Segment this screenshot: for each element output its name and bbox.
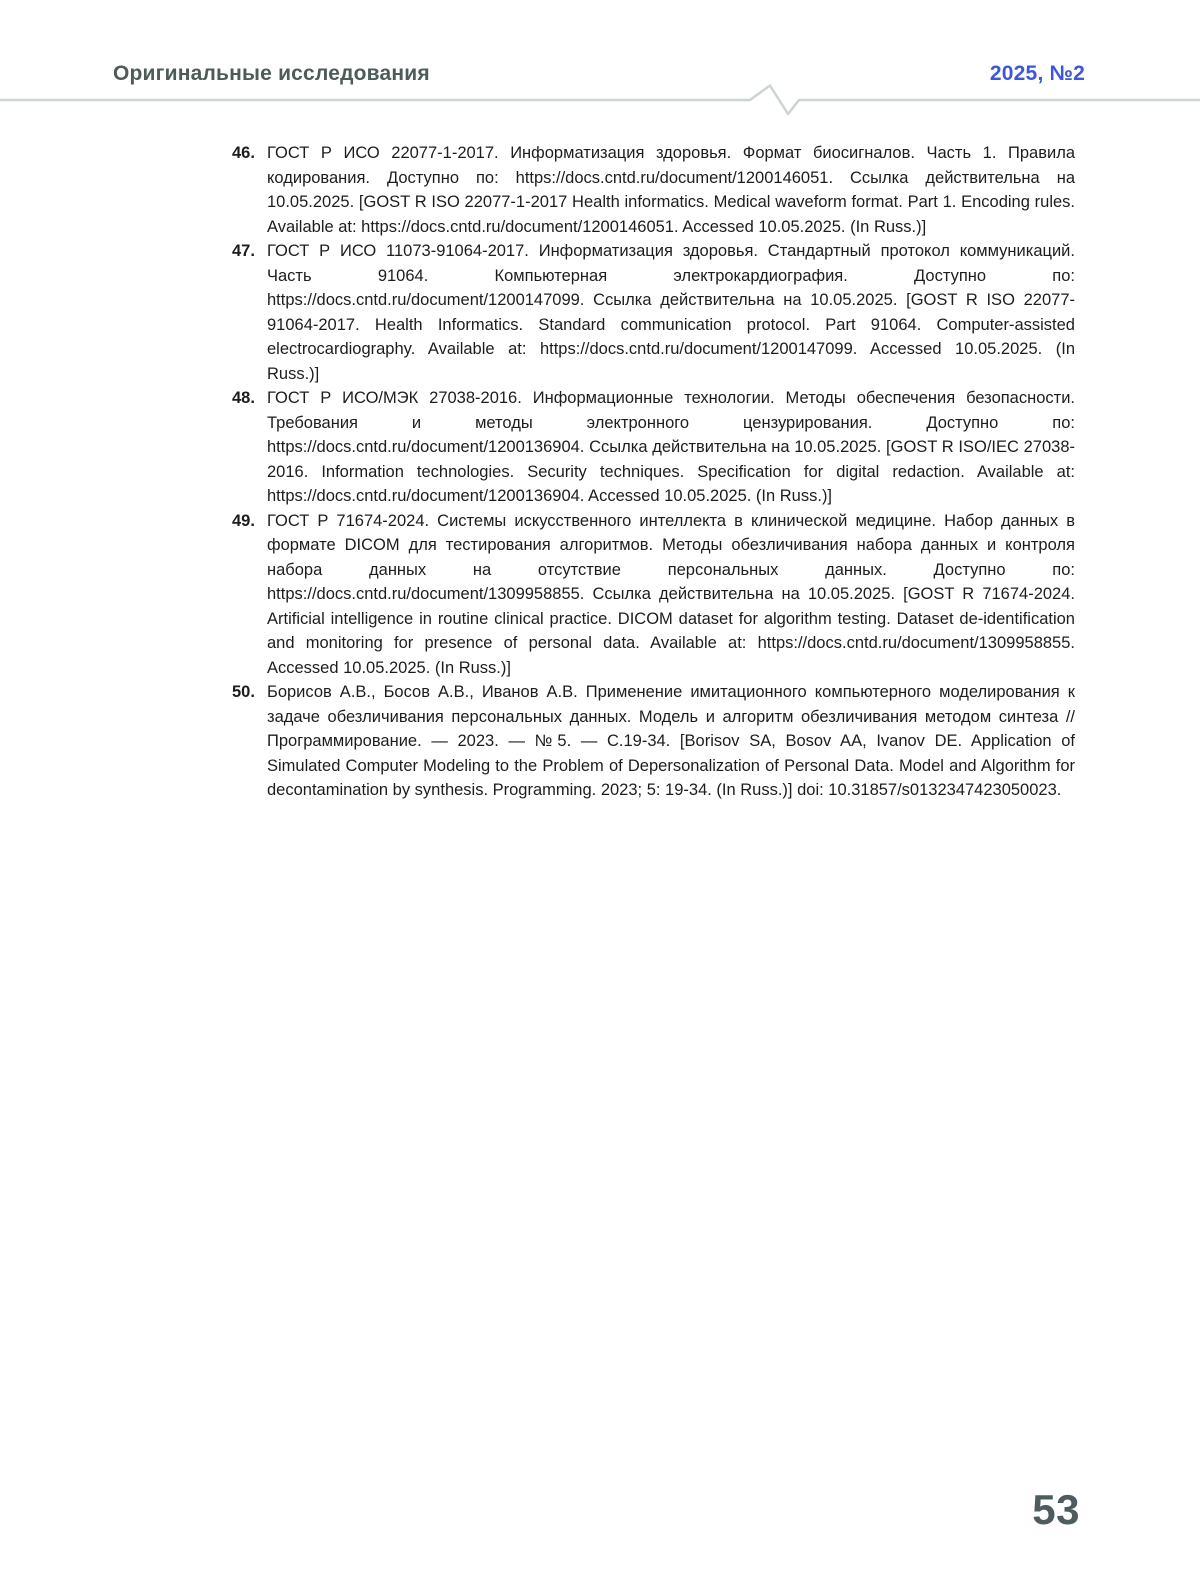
- reference-number: 50.: [232, 683, 255, 701]
- references-list: [232, 141, 1075, 803]
- reference-text: ГОСТ Р ИСО 22077-1-2017. Информатизация здоровья. Формат биосигналов. Часть 1. Правила кодирования. Доступно по: https://docs.cntd.ru/document/1200146051. Ссылка действительна на 10.05.2025. [GOST R ISO 22077-1-2017 Health informatics. Medical waveform format. Part 1. Encoding rules. Available at: https://docs.cntd.ru/document/1200146051. Accessed 10.05.2025. (In Russ.)]: [267, 144, 1075, 236]
- reference-text: ГОСТ Р 71674-2024. Системы искусственного интеллекта в клинической медицине. Набор данных в формате DICOM для тестирования алгоритмов. Методы обезличивания набора данных и контроля набора данных на отсутствие персональных данных. Доступно по: https://docs.cntd.ru/document/1309958855. Ссылка действительна на 10.05.2025. [GOST R 71674-2024. Artificial intelligence in routine clinical practice. DICOM dataset for algorithm testing. Dataset de-identification and monitoring for presence of personal data. Available at: https://docs.cntd.ru/document/1309958855. Accessed 10.05.2025. (In Russ.)]: [267, 511, 1075, 677]
- reference-number: 46.: [232, 144, 255, 162]
- pulse-divider-icon: [0, 84, 1200, 118]
- reference-text: ГОСТ Р ИСО 11073-91064-2017. Информатизация здоровья. Стандартный протокол коммуникаций. Часть 91064. Компьютерная электрокардиография. Доступно по: https://docs.cntd.ru/document/1200147099. Ссылка действительна на 10.05.2025. [GOST R ISO 22077-91064-2017. Health Informatics. Standard communication protocol. Part 91064. Computer-assisted electrocardiography. Available at: https://docs.cntd.ru/document/1200147099. Accessed 10.05.2025. (In Russ.)]: [267, 242, 1075, 383]
- reference-item: [232, 509, 1075, 681]
- reference-item: [232, 239, 1075, 386]
- reference-text: Борисов А.В., Босов А.В., Иванов А.В. Применение имитационного компьютерного моделирования к задаче обезличивания персональных данных. Модель и алгоритм обезличивания методом синтеза // Программирование. — 2023. — №5. — С.19-34. [Borisov SA, Bosov AA, Ivanov DE. Application of Simulated Computer Modeling to the Problem of Depersonalization of Personal Data. Model and Algorithm for decontamination by synthesis. Programming. 2023; 5: 19-34. (In Russ.)] doi: 10.31857/s0132347423050023.: [267, 683, 1075, 799]
- reference-item: [232, 386, 1075, 509]
- header-row: [113, 62, 1085, 86]
- reference-number: 49.: [232, 511, 255, 530]
- reference-item: [232, 680, 1075, 803]
- reference-number: 48.: [232, 389, 255, 407]
- reference-text: ГОСТ Р ИСО/МЭК 27038-2016. Информационные технологии. Методы обеспечения безопасности. Требования и методы электронного цензурирования. Доступно по: https://docs.cntd.ru/document/1200136904. Ссылка действительна на 10.05.2025. [GOST R ISO/IEC 27038-2016. Information technologies. Security techniques. Specification for digital redaction. Available at: https://docs.cntd.ru/document/1200136904. Accessed 10.05.2025. (In Russ.)]: [267, 389, 1075, 505]
- issue-label: 2025, №2: [989, 62, 1085, 85]
- reference-number: 47.: [232, 242, 255, 260]
- section-title: Оригинальные исследования: [113, 62, 430, 85]
- page-number: 53: [1032, 1486, 1080, 1533]
- reference-item: [232, 141, 1075, 239]
